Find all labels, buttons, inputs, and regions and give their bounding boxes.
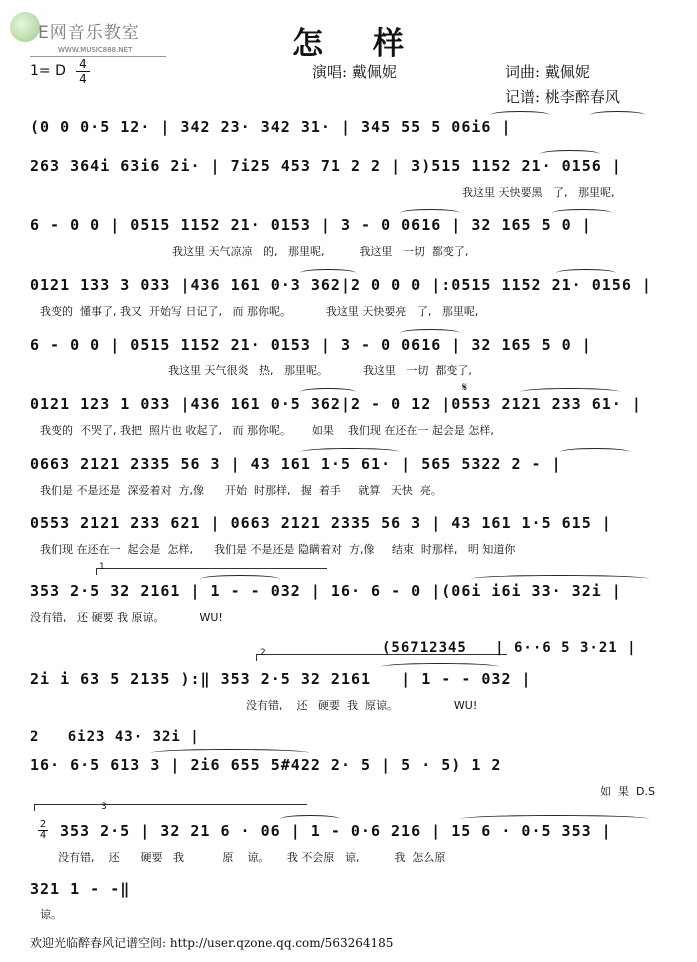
time-change-top: 2 xyxy=(39,819,47,830)
score-row-9: 353 2·5 32 2161 | 1 - - 032 | 16· 6 - 0 |(06i i6i 33· 32i | xyxy=(30,582,622,600)
lyric-row-9: 没有错, 还 硬要 我 原谅。 WU! xyxy=(30,611,223,624)
slur xyxy=(540,150,600,158)
site-logo xyxy=(4,8,164,64)
logo-url: WWW.MUSIC888.NET xyxy=(58,46,133,54)
upper-voice-row-10: (56712345 | 6··6 5 3·21 | xyxy=(382,640,637,656)
score-row-3: 6 - 0 0 | 0515 1152 21· 0153 | 3 - 0 0616 | 32 165 5 0 | xyxy=(30,216,592,234)
logo-rule xyxy=(30,56,166,57)
composer: 词曲: 戴佩妮 xyxy=(505,63,590,81)
time-change xyxy=(38,820,48,841)
time-signature-bottom: 4 xyxy=(79,72,87,86)
song-title: 怎样 xyxy=(292,26,454,62)
logo-emblem-icon xyxy=(10,12,40,42)
slur xyxy=(300,269,356,277)
lyric-row-12: 没有错, 还 硬要 我 原 谅。 我 不会原 谅, 我 怎么原 xyxy=(58,851,446,864)
slur xyxy=(490,111,550,119)
time-change-bottom: 4 xyxy=(39,830,47,841)
score-row-11: 16· 6·5 613 3 | 2i6 655 5#422 2· 5 | 5 · 5) 1 2 xyxy=(30,756,502,774)
notation-by: 记谱: 桃李醉春风 xyxy=(505,88,620,106)
footer-text: 欢迎光临醉春风记谱空间: http://user.qzone.qq.com/563264185 xyxy=(30,936,394,950)
bracket-row-12 xyxy=(34,804,307,811)
lyric-row-7: 我们是 不是还是 深爱着对 方,像 开始 时那样, 握 着手 就算 天快 亮。 xyxy=(40,484,442,497)
slur xyxy=(460,815,650,823)
key-signature: 1= D xyxy=(30,63,66,79)
slur xyxy=(552,209,612,217)
segno-icon: 𝄋 xyxy=(462,380,468,394)
slur xyxy=(560,448,630,456)
lyric-row-13: 谅。 xyxy=(40,908,62,921)
score-row-13: 321 1 - -‖ xyxy=(30,880,131,898)
volta-2-label: 2 xyxy=(260,648,266,658)
slur xyxy=(150,749,310,757)
triplet-mark: 3 xyxy=(101,802,107,812)
slur xyxy=(200,575,280,583)
score-row-8: 0553 2121 233 621 | 0663 2121 2335 56 3 | 43 161 1·5 615 | xyxy=(30,514,612,532)
slur xyxy=(280,815,340,823)
lyric-row-11: 如 果 D.S xyxy=(600,785,655,798)
volta-1-bracket xyxy=(96,568,327,575)
score-row-6: 0121 123 1 033 |436 161 0·5 362|2 - 0 12 |0553 2121 233 61· | xyxy=(30,395,642,413)
score-row-2: 263 364i 63i6 2i· | 7i25 453 71 2 2 | 3)515 1152 21· 0156 | xyxy=(30,157,622,175)
lyric-row-3: 我这里 天气凉凉 的, 那里呢, 我这里 一切 都变了, xyxy=(172,245,469,258)
slur xyxy=(300,388,356,396)
lyric-row-2: 我这里 天快要黑 了, 那里呢, xyxy=(462,186,615,199)
upper-voice-row-11: 2 6i23 43· 32i | xyxy=(30,729,200,745)
singer: 演唱: 戴佩妮 xyxy=(312,63,397,81)
slur xyxy=(556,269,616,277)
volta-1-label: 1 xyxy=(99,562,105,572)
slur xyxy=(590,111,645,119)
slur xyxy=(470,575,650,583)
lyric-row-10: 没有错, 还 硬要 我 原谅。 WU! xyxy=(246,699,478,712)
time-signature-top: 4 xyxy=(79,57,87,71)
lyric-row-4: 我变的 懂事了, 我又 开始写 日记了, 而 那你呢。 我这里 天快要亮 了, 那里呢, xyxy=(40,305,479,318)
score-row-12: 353 2·5 | 32 21 6 · 06 | 1 - 0·6 216 | 15 6 · 0·5 353 | xyxy=(60,822,612,840)
score-row-5: 6 - 0 0 | 0515 1152 21· 0153 | 3 - 0 0616 | 32 165 5 0 | xyxy=(30,336,592,354)
slur xyxy=(400,329,460,337)
lyric-row-8: 我们现 在还在一 起会是 怎样, 我们是 不是还是 隐瞒着对 方,像 结束 时那样, 明 知道你 xyxy=(40,543,516,556)
slur xyxy=(400,209,460,217)
lyric-row-6: 我变的 不哭了, 我把 照片也 收起了, 而 那你呢。 如果 我们现 在还在一 起会是 怎样, xyxy=(40,424,494,437)
score-row-7: 0663 2121 2335 56 3 | 43 161 1·5 61· | 565 5322 2 - | xyxy=(30,455,562,473)
score-row-1: (0 0 0·5 12· | 342 23· 342 31· | 345 55 5 06i6 | xyxy=(30,118,512,136)
logo-name: E网音乐教室 xyxy=(38,23,140,43)
lyric-row-5: 我这里 天气很炎 热, 那里呢。 我这里 一切 都变了, xyxy=(168,364,472,377)
score-row-4: 0121 133 3 033 |436 161 0·3 362|2 0 0 0 |:0515 1152 21· 0156 | xyxy=(30,276,652,294)
slur xyxy=(380,663,500,671)
time-signature xyxy=(76,58,90,85)
slur xyxy=(300,448,400,456)
slur xyxy=(520,388,620,396)
score-row-10: 2i i 63 5 2135 ):‖ 353 2·5 32 2161 | 1 - - 032 | xyxy=(30,670,532,688)
